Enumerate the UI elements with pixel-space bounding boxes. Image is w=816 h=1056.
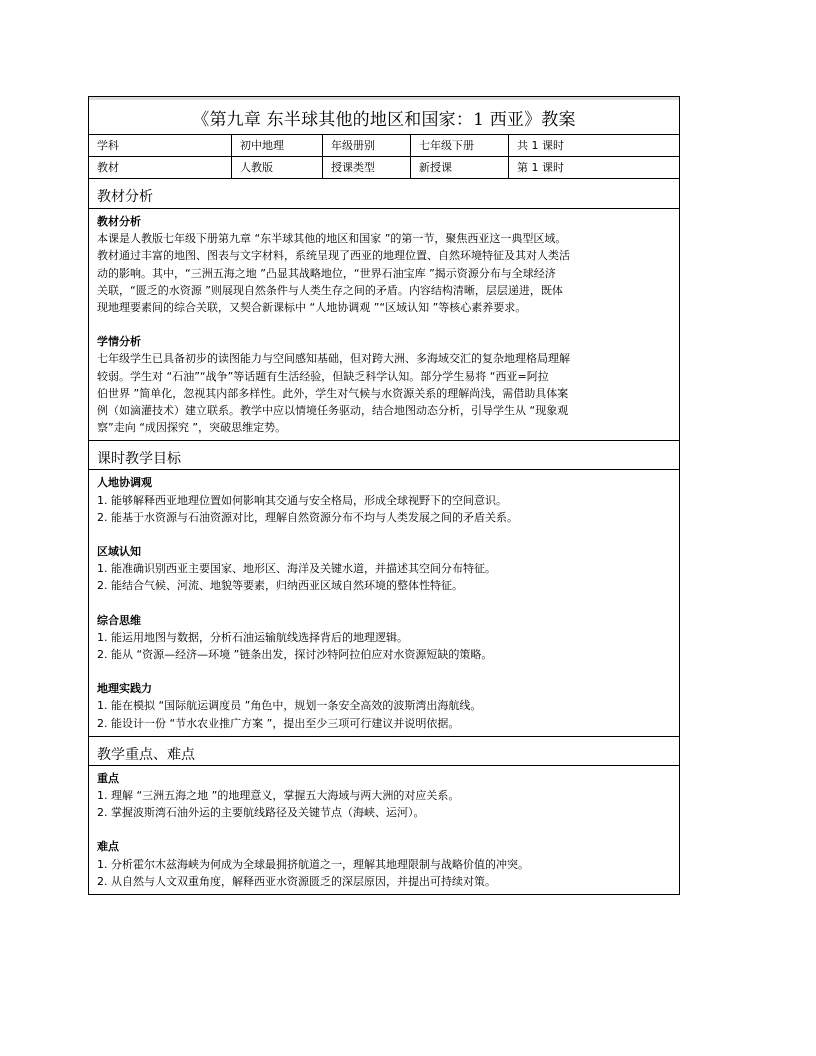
keypoint-item: 2. 从自然与人文双重角度，解释西亚水资源匮乏的深层原因，并提出可持续对策。 bbox=[97, 874, 496, 888]
info-row-2 bbox=[89, 157, 679, 179]
objective-item: 2. 能基于水资源与石油资源对比，理解自然资源分布不均与人类发展之间的矛盾关系。 bbox=[97, 510, 518, 524]
objectives-body bbox=[89, 470, 679, 735]
objective-group-title: 综合思维 bbox=[97, 613, 141, 627]
textbook-value: 人教版 bbox=[232, 157, 323, 178]
textbook-label: 教材 bbox=[89, 157, 232, 178]
lesson-type-value: 新授课 bbox=[411, 157, 509, 178]
document-title: 《第九章 东半球其他的地区和国家：1 西亚》教案 bbox=[192, 109, 576, 130]
objective-group-title: 地理实践力 bbox=[97, 682, 152, 696]
lesson-number: 第 1 课时 bbox=[517, 161, 564, 174]
objective-item: 2. 能设计一份 “节水农业推广方案 ”，提出至少三项可行建议并说明依据。 bbox=[97, 716, 460, 730]
keypoint-item: 1. 分析霍尔木兹海峡为何成为全球最拥挤航道之一，理解其地理限制与战略价值的冲突。 bbox=[97, 857, 529, 871]
paragraph-line: 本课是人教版七年级下册第九章 “东半球其他的地区和国家 ”的第一节，聚焦西亚这一典型区域。 bbox=[97, 232, 567, 246]
objective-item: 1. 能准确识别西亚主要国家、地形区、海洋及关键水道，并描述其空间分布特征。 bbox=[97, 562, 496, 576]
analysis-heading: 教材分析 bbox=[89, 179, 679, 209]
paragraph-line: 伯世界 ”简单化，忽视其内部多样性。此外，学生对气候与水资源关系的理解尚浅，需借助具体案 bbox=[97, 386, 569, 400]
objective-item: 2. 能从 “资源—经济—环境 ”链条出发，探讨沙特阿拉伯应对水资源短缺的策略。 bbox=[97, 648, 493, 662]
info-row-1 bbox=[89, 135, 679, 157]
paragraph-line: 教材通过丰富的地图、图表与文字材料，系统呈现了西亚的地理位置、自然环境特征及其对人类活 bbox=[97, 249, 570, 263]
paragraph-line: 七年级学生已具备初步的读图能力与空间感知基础，但对跨大洲、多海域交汇的复杂地理格局理解 bbox=[97, 352, 570, 366]
keypoints-heading: 教学重点、难点 bbox=[89, 736, 679, 766]
learner-analysis-title: 学情分析 bbox=[97, 335, 141, 349]
objective-item: 1. 能够解释西亚地理位置如何影响其交通与安全格局，形成全球视野下的空间意识。 bbox=[97, 493, 507, 507]
title-row bbox=[89, 97, 679, 135]
objective-item: 1. 能在模拟 “国际航运调度员 ”角色中，规划一条安全高效的波斯湾出海航线。 bbox=[97, 699, 482, 713]
keypoint-group-title: 重点 bbox=[97, 771, 119, 785]
paragraph-line: 现地理要素间的综合关联，又契合新课标中 “人地协调观 ”“区域认知 ”等核心素养要求。 bbox=[97, 301, 527, 315]
keypoint-item: 2. 掌握波斯湾石油外运的主要航线路径及关键节点（海峡、运河）。 bbox=[97, 806, 425, 820]
total-hours: 共 1 课时 bbox=[517, 139, 564, 152]
paragraph-line: 较弱。学生对 “石油”“战争”等话题有生活经验，但缺乏科学认知。部分学生易将 “西亚=阿拉 bbox=[97, 369, 549, 383]
subject-value: 初中地理 bbox=[232, 135, 323, 156]
keypoints-body bbox=[89, 766, 679, 894]
paragraph-line: 察”走向 “成因探究 ”，突破思维定势。 bbox=[97, 421, 287, 435]
keypoint-group-title: 难点 bbox=[97, 840, 119, 854]
objective-item: 1. 能运用地图与数据，分析石油运输航线选择背后的地理逻辑。 bbox=[97, 630, 408, 644]
lesson-type-label: 授课类型 bbox=[323, 157, 411, 178]
paragraph-line: 例（如滴灌技术）建立联系。教学中应以情境任务驱动，结合地图动态分析，引导学生从 “现象观 bbox=[97, 404, 569, 418]
objective-item: 2. 能结合气候、河流、地貌等要素，归纳西亚区域自然环境的整体性特征。 bbox=[97, 579, 463, 593]
objectives-heading: 课时教学目标 bbox=[89, 440, 679, 470]
grade-value: 七年级下册 bbox=[411, 135, 509, 156]
subject-label: 学科 bbox=[89, 135, 232, 156]
objective-group-title: 区域认知 bbox=[97, 545, 141, 559]
keypoint-item: 1. 理解 “三洲五海之地 ”的地理意义，掌握五大海域与两大洲的对应关系。 bbox=[97, 789, 460, 803]
objective-group-title: 人地协调观 bbox=[97, 476, 152, 490]
analysis-body bbox=[89, 209, 679, 440]
grade-label: 年级册别 bbox=[323, 135, 411, 156]
lesson-plan-table bbox=[88, 96, 680, 895]
paragraph-line: 动的影响。其中，“三洲五海之地 ”凸显其战略地位，“世界石油宝库 ”揭示资源分布与全球经济 bbox=[97, 266, 556, 280]
textbook-analysis-title: 教材分析 bbox=[97, 215, 141, 228]
paragraph-line: 关联，“匮乏的水资源 ”则展现自然条件与人类生存之间的矛盾。内容结构清晰，层层递进，既体 bbox=[97, 283, 563, 297]
